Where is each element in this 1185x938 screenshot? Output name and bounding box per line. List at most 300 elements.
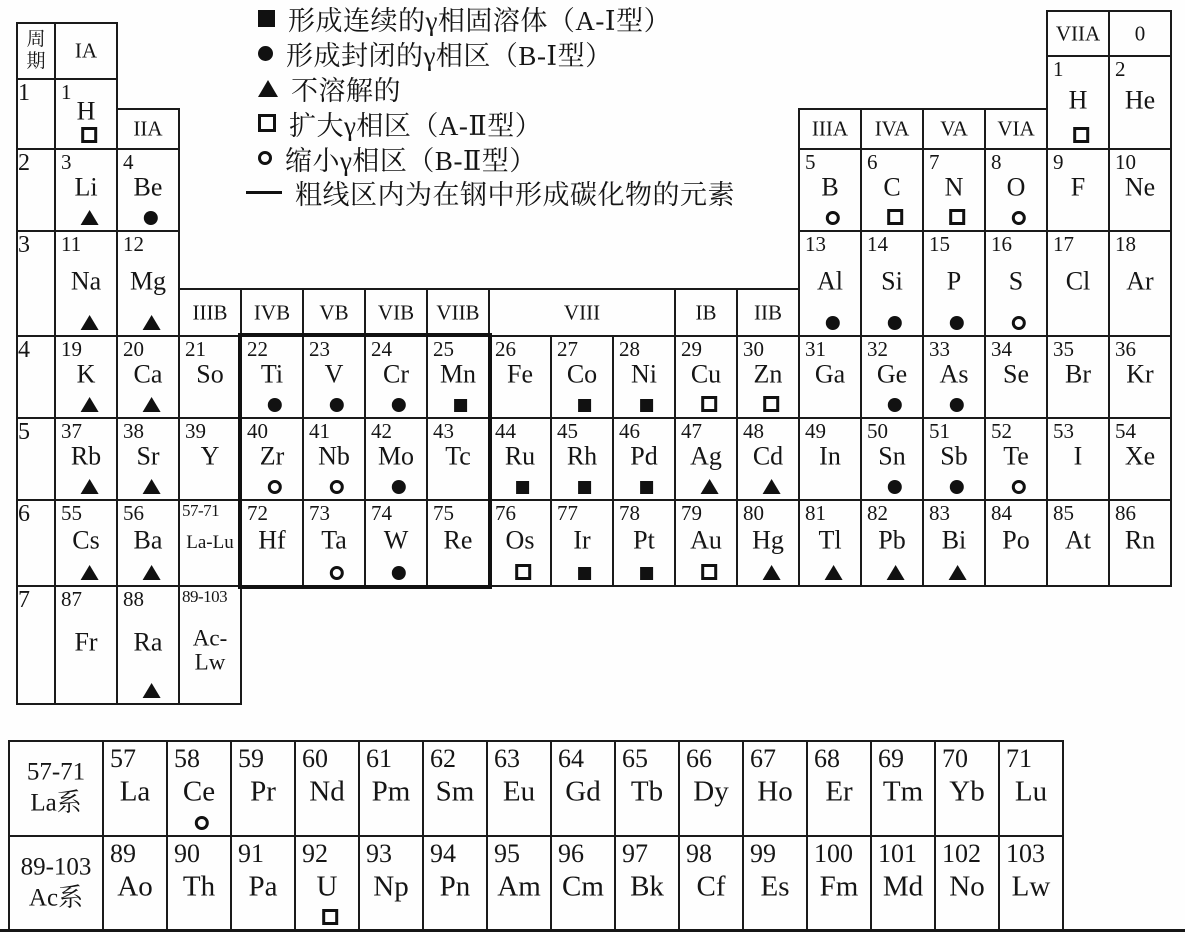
element-symbol: Cl — [1065, 266, 1091, 296]
group-header-VIIA — [1046, 10, 1110, 57]
cell-Au — [674, 499, 738, 587]
group-header-VIB — [364, 288, 428, 337]
cell-So — [178, 335, 242, 419]
atomic-number: 30 — [743, 337, 764, 361]
group-header-label: VIII — [563, 300, 601, 324]
cell-Hf — [240, 499, 304, 587]
element-symbol: Fm — [819, 870, 859, 903]
cell-Al — [798, 230, 862, 337]
atomic-number: 59 — [238, 744, 264, 773]
atomic-number: 39 — [185, 419, 206, 443]
atomic-number: 72 — [247, 501, 268, 525]
cell-Am — [486, 835, 552, 932]
marker-filled-triangle-icon — [825, 565, 843, 580]
group-header-0 — [1108, 10, 1172, 57]
atomic-number: 6 — [867, 150, 878, 174]
atomic-number: 89 — [110, 839, 136, 868]
atomic-number: 69 — [878, 744, 904, 773]
cell-Zn — [736, 335, 800, 419]
group-header-label: VA — [940, 116, 968, 141]
legend-item — [258, 2, 671, 34]
cell-Co — [550, 335, 614, 419]
element-symbol: Kr — [1126, 359, 1154, 389]
cell-Er — [806, 740, 872, 837]
element-symbol: Al — [817, 266, 843, 296]
marker-open-circle-icon — [1012, 480, 1026, 494]
atomic-number: 49 — [805, 419, 826, 443]
cell-O — [984, 148, 1048, 232]
marker-filled-square-icon — [516, 481, 529, 494]
legend-item — [258, 72, 401, 104]
marker-filled-square-icon — [578, 399, 591, 412]
cell-Ti — [240, 335, 304, 419]
atomic-number: 32 — [867, 337, 888, 361]
marker-open-circle-icon — [1012, 316, 1026, 330]
cell-Yb — [934, 740, 1000, 837]
atomic-number: 94 — [430, 839, 456, 868]
atomic-number: 7 — [929, 150, 940, 174]
atomic-number: 54 — [1115, 419, 1136, 443]
atomic-number: 21 — [185, 337, 206, 361]
cell-Tc — [426, 417, 490, 501]
cell-Fm — [806, 835, 872, 932]
atomic-number: 53 — [1053, 419, 1074, 443]
element-symbol: Bi — [941, 525, 967, 555]
element-symbol: Ce — [182, 775, 216, 808]
legend-item-label: 扩大γ相区（A-Ⅱ型） — [289, 110, 543, 141]
element-symbol: La — [119, 775, 151, 808]
marker-filled-triangle-icon — [143, 315, 161, 330]
atomic-number: 28 — [619, 337, 640, 361]
group-header-label: IIIB — [192, 300, 228, 324]
cell-Y — [178, 417, 242, 501]
marker-filled-triangle-icon — [143, 565, 161, 580]
group-header-IIIA — [798, 108, 862, 150]
period-cell-3 — [16, 230, 56, 337]
group-header-IB — [674, 288, 738, 337]
marker-filled-triangle-icon — [949, 565, 967, 580]
cell-S — [984, 230, 1048, 337]
element-symbol: I — [1073, 441, 1083, 471]
element-symbol: La-Lu — [186, 532, 234, 554]
element-symbol: Fr — [74, 627, 98, 657]
atomic-number: 8 — [991, 150, 1002, 174]
cell-Ao — [102, 835, 168, 932]
marker-open-square-icon — [322, 909, 338, 925]
marker-filled-triangle-icon — [143, 683, 161, 698]
cell-Rh — [550, 417, 614, 501]
marker-filled-square-icon — [640, 399, 653, 412]
marker-filled-triangle-icon — [763, 479, 781, 494]
series-label-cell-ac_row — [8, 835, 104, 932]
atomic-number: 47 — [681, 419, 702, 443]
element-symbol: S — [1008, 266, 1024, 296]
atomic-number: 75 — [433, 501, 454, 525]
cell-K — [54, 335, 118, 419]
atomic-number: 101 — [878, 839, 917, 868]
cell-N — [922, 148, 986, 232]
group-header-VA — [922, 108, 986, 150]
cell-Ir — [550, 499, 614, 587]
legend-item-label: 缩小γ相区（B-Ⅱ型） — [285, 145, 537, 176]
element-symbol: Hg — [752, 525, 784, 555]
atomic-number: 51 — [929, 419, 950, 443]
marker-filled-triangle-icon — [258, 80, 278, 97]
atomic-number: 20 — [123, 337, 144, 361]
cell-As — [922, 335, 986, 419]
atomic-number: 11 — [61, 232, 82, 256]
marker-filled-circle-icon — [144, 211, 158, 225]
element-symbol: Ra — [133, 627, 163, 657]
element-symbol: Np — [373, 870, 409, 903]
cell-Tm — [870, 740, 936, 837]
cell-Cm — [550, 835, 616, 932]
element-symbol: Au — [690, 525, 722, 555]
cell-Se — [984, 335, 1048, 419]
group-header-IVB — [240, 288, 304, 337]
cell-Cd — [736, 417, 800, 501]
element-symbol: Yb — [949, 775, 985, 808]
atomic-number: 76 — [495, 501, 516, 525]
cell-Es — [742, 835, 808, 932]
marker-filled-circle-icon — [950, 316, 964, 330]
element-symbol: Y — [200, 441, 220, 471]
element-symbol: Gd — [565, 775, 601, 808]
cell-Cf — [678, 835, 744, 932]
cell-Sn — [860, 417, 924, 501]
legend-item-label: 形成封闭的γ相区（B-Ⅰ型） — [286, 40, 613, 71]
element-symbol: W — [383, 525, 409, 555]
atomic-number: 25 — [433, 337, 454, 361]
atomic-number: 103 — [1006, 839, 1045, 868]
atomic-number: 14 — [867, 232, 888, 256]
group-header-IIA — [116, 108, 180, 150]
atomic-number: 4 — [123, 150, 134, 174]
atomic-number: 13 — [805, 232, 826, 256]
atomic-number: 19 — [61, 337, 82, 361]
atomic-number: 84 — [991, 501, 1012, 525]
atomic-number: 88 — [123, 587, 144, 611]
cell-At — [1046, 499, 1110, 587]
atomic-number: 55 — [61, 501, 82, 525]
marker-filled-triangle-icon — [81, 397, 99, 412]
atomic-number: 37 — [61, 419, 82, 443]
atomic-number: 74 — [371, 501, 392, 525]
marker-open-circle-icon — [268, 480, 282, 494]
element-symbol: Xe — [1124, 441, 1156, 471]
cell-Li — [54, 148, 118, 232]
element-symbol: At — [1065, 525, 1091, 555]
atomic-number: 77 — [557, 501, 578, 525]
legend-item-label: 形成连续的γ相固溶体（A-Ⅰ型） — [288, 5, 672, 36]
element-symbol: Po — [1002, 525, 1030, 555]
atomic-number: 36 — [1115, 337, 1136, 361]
marker-filled-square-icon — [578, 481, 591, 494]
atomic-number: 48 — [743, 419, 764, 443]
cell-Th — [166, 835, 232, 932]
marker-filled-square-icon — [578, 567, 591, 580]
cell-Fr — [54, 585, 118, 705]
cell-Ga — [798, 335, 862, 419]
element-symbol: In — [819, 441, 841, 471]
group-header-label: VIIB — [436, 300, 480, 324]
cell-Ni — [612, 335, 676, 419]
marker-filled-circle-icon — [950, 480, 964, 494]
element-symbol: Tm — [882, 775, 924, 808]
marker-open-square-icon — [949, 209, 965, 225]
cell-Pd — [612, 417, 676, 501]
marker-open-circle-icon — [330, 480, 344, 494]
cell-Ta — [302, 499, 366, 587]
cell-Be — [116, 148, 180, 232]
element-symbol: Ge — [876, 359, 908, 389]
cell-H — [1046, 55, 1110, 150]
group-header-label: IIB — [754, 300, 782, 324]
atomic-number: 100 — [814, 839, 853, 868]
marker-open-circle-icon — [258, 151, 272, 165]
atomic-number: 62 — [430, 744, 456, 773]
period-cell-6 — [16, 499, 56, 587]
marker-open-square-icon — [1073, 127, 1089, 143]
element-symbol: Nd — [309, 775, 345, 808]
cell-Cu — [674, 335, 738, 419]
marker-open-square-icon — [763, 396, 779, 412]
element-symbol: Cm — [562, 870, 604, 903]
cell-Gd — [550, 740, 616, 837]
cell-F — [1046, 148, 1110, 232]
cell-Sm — [422, 740, 488, 837]
marker-filled-triangle-icon — [143, 479, 161, 494]
cell-Pb — [860, 499, 924, 587]
atomic-number: 57-71 — [182, 501, 220, 520]
atomic-number: 24 — [371, 337, 392, 361]
atomic-number: 33 — [929, 337, 950, 361]
element-symbol: Ga — [814, 359, 846, 389]
cell-Na — [54, 230, 118, 337]
cell-H — [54, 78, 118, 150]
cell-Ge — [860, 335, 924, 419]
marker-filled-circle-icon — [330, 398, 344, 412]
marker-filled-triangle-icon — [81, 479, 99, 494]
atomic-number: 66 — [686, 744, 712, 773]
element-symbol: Cf — [696, 870, 726, 903]
element-symbol: V — [324, 359, 344, 389]
period-cell-5 — [16, 417, 56, 501]
cell-P — [922, 230, 986, 337]
period-number: 4 — [18, 337, 30, 363]
legend-item — [258, 37, 613, 69]
cell-Mg — [116, 230, 180, 337]
element-symbol: Eu — [502, 775, 536, 808]
atomic-number: 34 — [991, 337, 1012, 361]
element-symbol: Pr — [250, 775, 276, 808]
element-symbol: C — [883, 172, 901, 202]
element-symbol: Tc — [445, 441, 471, 471]
atomic-number: 86 — [1115, 501, 1136, 525]
element-symbol: Ru — [504, 441, 536, 471]
cell-Ne — [1108, 148, 1172, 232]
atomic-number: 17 — [1053, 232, 1074, 256]
element-symbol: Fe — [507, 359, 533, 389]
marker-filled-circle-icon — [392, 480, 406, 494]
element-symbol: U — [316, 870, 338, 903]
cell-La-Lu — [178, 499, 242, 587]
atomic-number: 63 — [494, 744, 520, 773]
cell-Si — [860, 230, 924, 337]
period-number: 7 — [18, 587, 30, 613]
element-symbol: Ao — [117, 870, 153, 903]
atomic-number: 46 — [619, 419, 640, 443]
marker-filled-triangle-icon — [701, 479, 719, 494]
atomic-number: 41 — [309, 419, 330, 443]
element-symbol: Zn — [753, 359, 783, 389]
marker-thick-line-icon — [246, 191, 282, 194]
cell-Pa — [230, 835, 296, 932]
cell-Ru — [488, 417, 552, 501]
group-header-label: VIB — [377, 300, 415, 324]
series-label: 57-71 La系 — [26, 758, 86, 817]
marker-filled-circle-icon — [268, 398, 282, 412]
cell-Sb — [922, 417, 986, 501]
cell-Sr — [116, 417, 180, 501]
atomic-number: 73 — [309, 501, 330, 525]
cell-Bi — [922, 499, 986, 587]
marker-filled-square-icon — [454, 399, 467, 412]
cell-Zr — [240, 417, 304, 501]
cell-Re — [426, 499, 490, 587]
atomic-number: 97 — [622, 839, 648, 868]
atomic-number: 52 — [991, 419, 1012, 443]
atomic-number: 96 — [558, 839, 584, 868]
cell-Ba — [116, 499, 180, 587]
cell-Nb — [302, 417, 366, 501]
element-symbol: Te — [1003, 441, 1029, 471]
element-symbol: Ac- Lw — [192, 625, 228, 675]
element-symbol: As — [939, 359, 969, 389]
cell-Ac-Lw — [178, 585, 242, 705]
marker-filled-circle-icon — [392, 398, 406, 412]
element-symbol: Mn — [439, 359, 477, 389]
group-header-IIB — [736, 288, 800, 337]
atomic-number: 78 — [619, 501, 640, 525]
atomic-number: 18 — [1115, 232, 1136, 256]
cell-Bk — [614, 835, 680, 932]
marker-filled-circle-icon — [826, 316, 840, 330]
element-symbol: Er — [825, 775, 853, 808]
marker-open-circle-icon — [826, 211, 840, 225]
marker-filled-triangle-icon — [81, 315, 99, 330]
group-header-label: IVB — [253, 300, 291, 324]
atomic-number: 10 — [1115, 150, 1136, 174]
marker-filled-triangle-icon — [887, 565, 905, 580]
element-symbol: O — [1006, 172, 1026, 202]
element-symbol: Nb — [318, 441, 350, 471]
atomic-number: 31 — [805, 337, 826, 361]
group-header-IVA — [860, 108, 924, 150]
atomic-number: 79 — [681, 501, 702, 525]
element-symbol: Ti — [260, 359, 284, 389]
cell-U — [294, 835, 360, 932]
cell-Ca — [116, 335, 180, 419]
element-symbol: B — [821, 172, 839, 202]
period-number: 3 — [18, 232, 30, 258]
element-symbol: Dy — [693, 775, 729, 808]
group-header-label: VB — [319, 300, 349, 324]
marker-filled-circle-icon — [888, 480, 902, 494]
cell-No — [934, 835, 1000, 932]
marker-filled-circle-icon — [258, 46, 273, 61]
atomic-number: 61 — [366, 744, 392, 773]
element-symbol: Pa — [248, 870, 278, 903]
atomic-number: 56 — [123, 501, 144, 525]
element-symbol: Be — [133, 172, 163, 202]
element-symbol: Br — [1065, 359, 1091, 389]
element-symbol: Es — [760, 870, 790, 903]
group-header-label: VIIA — [1055, 21, 1101, 45]
cell-Cs — [54, 499, 118, 587]
cell-Eu — [486, 740, 552, 837]
group-header-IIIB — [178, 288, 242, 337]
group-header-label: IVA — [874, 116, 910, 141]
cell-Pn — [422, 835, 488, 932]
atomic-number: 1 — [1053, 57, 1064, 81]
atomic-number: 2 — [1115, 57, 1126, 81]
element-symbol: Pm — [371, 775, 411, 808]
atomic-number: 22 — [247, 337, 268, 361]
marker-open-square-icon — [258, 114, 276, 132]
atomic-number: 35 — [1053, 337, 1074, 361]
group-header-IA — [54, 22, 118, 80]
marker-filled-square-icon — [640, 481, 653, 494]
legend-item-label: 不溶解的 — [291, 75, 401, 106]
element-symbol: Tb — [630, 775, 664, 808]
period-number: 5 — [18, 419, 30, 445]
marker-open-circle-icon — [330, 566, 344, 580]
legend-item-label: 粗线区内为在钢中形成碳化物的元素 — [295, 179, 735, 210]
marker-filled-square-icon — [640, 567, 653, 580]
cell-C — [860, 148, 924, 232]
period-number: 2 — [18, 150, 30, 176]
element-symbol: Lw — [1011, 870, 1051, 903]
group-header-VIA — [984, 108, 1048, 150]
atomic-number: 93 — [366, 839, 392, 868]
element-symbol: Se — [1003, 359, 1029, 389]
marker-filled-circle-icon — [888, 316, 902, 330]
element-symbol: K — [76, 359, 96, 389]
atomic-number: 45 — [557, 419, 578, 443]
cell-Ho — [742, 740, 808, 837]
element-symbol: Rh — [566, 441, 598, 471]
atomic-number: 60 — [302, 744, 328, 773]
cell-Ag — [674, 417, 738, 501]
element-symbol: So — [196, 359, 224, 389]
cell-Kr — [1108, 335, 1172, 419]
group-header-label: VIA — [997, 116, 1035, 141]
element-symbol: Li — [74, 172, 98, 202]
element-symbol: Pd — [630, 441, 658, 471]
element-symbol: Zr — [259, 441, 285, 471]
cell-B — [798, 148, 862, 232]
element-symbol: Hf — [258, 525, 286, 555]
element-symbol: Pn — [439, 870, 471, 903]
marker-open-square-icon — [887, 209, 903, 225]
cell-Fe — [488, 335, 552, 419]
marker-open-circle-icon — [1012, 211, 1026, 225]
atomic-number: 58 — [174, 744, 200, 773]
element-symbol: Re — [443, 525, 473, 555]
atomic-number: 82 — [867, 501, 888, 525]
cell-Ra — [116, 585, 180, 705]
